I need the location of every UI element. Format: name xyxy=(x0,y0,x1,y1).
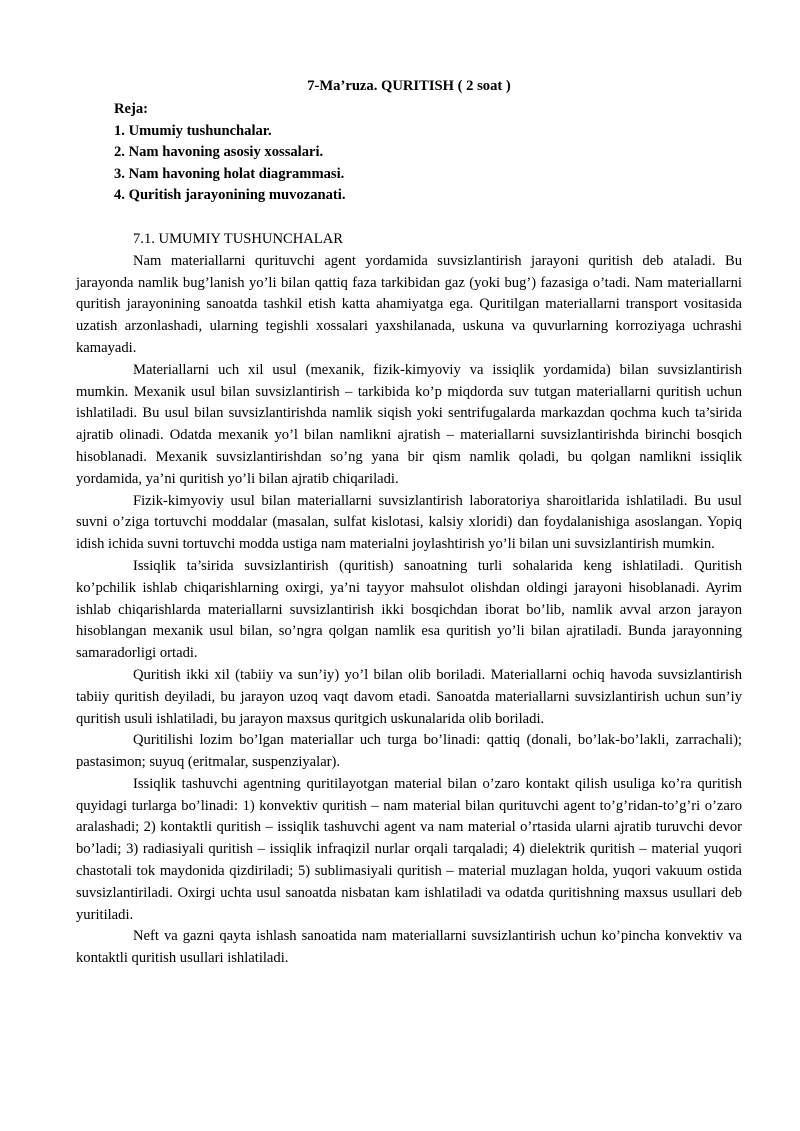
body-paragraph: Quritish ikki xil (tabiiy va sun’iy) yo’l bilan olib boriladi. Materiallarni ochiq havoda suvsizlantirish tabiiy quritish deyiladi, bu jarayon uzoq vaqt davom etadi. Sanoatda materiallarni suvsizlantirish uchun sun’iy quritish usuli ishlatiladi, bu jarayon maxsus quritgich uskunalarida olib boriladi. xyxy=(76,666,742,727)
plan-item: 4. Quritish jarayonining muvozanati. xyxy=(114,187,346,204)
plan-item: 1. Umumiy tushunchalar. xyxy=(114,122,272,139)
lecture-plan xyxy=(114,99,742,207)
plan-heading: Reja: xyxy=(114,101,149,117)
body-paragraph: Quritilishi lozim bo’lgan materiallar uch turga bo’linadi: qattiq (donali, bo’lak-bo’lakli, zarrachali); pastasimon; suyuq (eritmalar, suspenziyalar). xyxy=(76,732,742,771)
plan-item: 3. Nam havoning holat diagrammasi. xyxy=(114,165,345,182)
body-paragraph: Fizik-kimyoviy usul bilan materiallarni suvsizlantirish laboratoriya sharoitlarida ishlatiladi. Bu usul suvni o’ziga tortuvchi moddalar (masalan, sulfat kislotasi, kalsiy xloridi) dan foydalanishiga asoslangan. Yopiq idish ichida suvni tortuvchi modda ustiga nam materialni joylashtirish yo’li bilan uni suvsizlantirish mumkin. xyxy=(76,492,742,553)
body-paragraph: Issiqlik tashuvchi agentning quritilayotgan material bilan o’zaro kontakt qilish usuliga ko’ra quritish quyidagi turlarga bo’linadi: 1) konvektiv quritish – nam material bilan qurituvchi agent to’g’ridan-to’g’ri o’zaro aralashadi; 2) kontaktli quritish – issiqlik tashuvchi agent va nam material o’rtasida ularni ajratib turuvchi devor bo’ladi; 3) radiasiyali quritish – issiqlik infraqizil nurlar orqali tarqaladi; 4) dielektrik quritish – material yuqori chastotali tok maydonida qizdiriladi; 5) sublimasiyali quritish – material muzlagan holda, yuqori vakuum ostida suvsizlantiriladi. Oxirgi uchta usul sanoatda nisbatan kam ishlatiladi va odatda quritishning maxsus usullari deb yuritiladi. xyxy=(76,775,742,923)
body-paragraph: Nam materiallarni qurituvchi agent yordamida suvsizlantirish jarayoni quritish deb ataladi. Bu jarayonda namlik bug’lanish yo’li bilan qattiq faza tarkibidan gaz (yoki bug’) fazasiga o’tadi. Nam materiallarni quritish jarayonining sanoatda tashkil etish katta ahamiyatga ega. Quritilgan materiallarni transport vositasida uzatish arzonlashadi, ularning tegishli xossalari yaxshilanada, uskuna va quvurlarning korroziyaga uchrashi kamayadi. xyxy=(76,252,742,356)
document-page xyxy=(76,74,742,970)
body-paragraph: Materiallarni uch xil usul (mexanik, fizik-kimyoviy va issiqlik yordamida) bilan suvsizlantirish mumkin. Mexanik usul bilan suvsizlantirish – tarkibida ko’p miqdorda suv tutgan materiallarni quritish uchun ishlatiladi. Bu usul bilan suvsizlantirishda namlik siqish yoki sentrifugalarda markazdan qochma kuch ta’sirida ajratib olinadi. Odatda mexanik yo’l bilan namlikni ajratish – materiallarni suvsizlantirishda birinchi bosqich hisoblanadi. Mexanik suvsizlantirishdan so’ng yana bir qism namlik qoladi, bu qolgan namlikni issiqlik yordamida, ya’ni quritish yo’li bilan ajratib chiqariladi. xyxy=(76,361,742,487)
lecture-title: 7-Ma’ruza. QURITISH ( 2 soat ) xyxy=(307,78,511,94)
body-paragraph: Issiqlik ta’sirida suvsizlantirish (quritish) sanoatning turli sohalarida keng ishlatiladi. Quritish ko’pchilik ishlab chiqarishlarning oxirgi, ya’ni tayyor mahsulot olishdan oldingi jarayoni hisoblanadi. Ayrim ishlab chiqarishlarda materiallarni suvsizlantirish ikki bosqichdan iborat bo’lib, namlik avval arzon jarayon hisoblangan mexanik usul bilan, so’ngra qolgan namlik esa quritish yo’li bilan ajratiladi. Bunda jarayonning samaradorligi ortadi. xyxy=(76,557,742,662)
body-paragraph: Neft va gazni qayta ishlash sanoatida nam materiallarni suvsizlantirish uchun ko’pincha konvektiv va kontaktli quritish usullari ishlatiladi. xyxy=(76,928,742,967)
section-heading: 7.1. UMUMIY TUSHUNCHALAR xyxy=(133,230,343,247)
plan-item: 2. Nam havoning asosiy xossalari. xyxy=(114,144,324,161)
